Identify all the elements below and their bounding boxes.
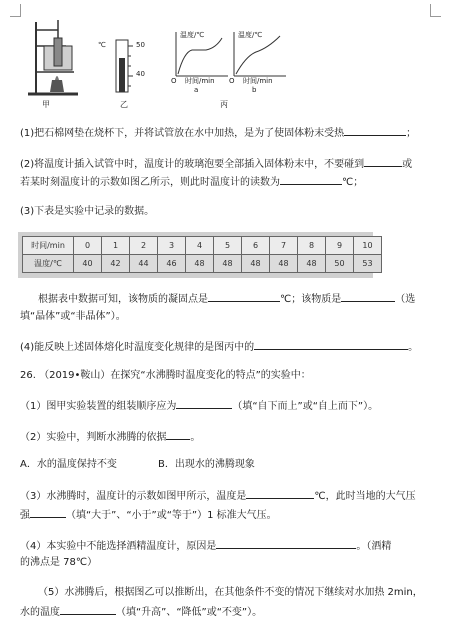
table-cell: 40 — [74, 255, 102, 273]
table-cell: 0 — [74, 237, 102, 255]
graph-a-xlabel: 时间/min — [185, 77, 215, 85]
question-2-line-1-end: 或 — [402, 159, 413, 170]
question-2-text-2: 若某时刻温度计的示数如图乙所示，则此时温度计的读数为 — [20, 177, 280, 188]
answer-blank-26-3b[interactable] — [30, 507, 66, 518]
question-26-5-text-b: 水的温度 — [20, 607, 60, 618]
table-cell: 42 — [102, 255, 130, 273]
question-26-3-text-a: （3）水沸腾时，温度计的示数如图甲所示，温度是 — [20, 491, 247, 502]
question-4-text: (4)能反映上述固体熔化时温度变化规律的是图丙中的 — [20, 342, 255, 353]
question-2-text-1: (2)将温度计插入试管中时，温度计的玻璃泡要全部插入固体粉末中，不要碰到 — [20, 159, 365, 170]
table-cell: 2 — [130, 237, 158, 255]
table-cell: 1 — [102, 237, 130, 255]
table-cell: 5 — [214, 237, 242, 255]
answer-blank-26-4[interactable] — [216, 538, 356, 549]
question-26-5-text-c: （填“升高”、“降低”或“不变”）。 — [116, 607, 263, 618]
question-26-1-hint: （填“自下而上”或“自上而下”）。 — [232, 401, 379, 412]
graph-a-letter: a — [194, 86, 199, 94]
answer-blank-26-5[interactable] — [60, 604, 116, 615]
data-table — [22, 236, 382, 273]
table-cell: 46 — [158, 255, 186, 273]
thermo-bottom-label: 40 — [136, 70, 145, 78]
table-header-temp: 温度/℃ — [23, 255, 74, 273]
answer-blank-1[interactable] — [344, 125, 406, 136]
question-4-end: 。 — [408, 342, 419, 353]
question-3b-text-c: （选 — [395, 294, 416, 305]
graph-b-ylabel: 温度/℃ — [238, 31, 263, 39]
answer-blank-4[interactable] — [254, 339, 408, 350]
thermo-top-label: 50 — [136, 41, 145, 49]
table-cell: 48 — [298, 255, 326, 273]
question-3b-text-a: 根据表中数据可知，该物质的凝固点是 — [38, 294, 208, 305]
table-row-temp — [23, 255, 382, 273]
option-b: B．出现水的沸腾现象 — [158, 459, 255, 470]
graph-a-origin: O — [171, 77, 177, 85]
answer-blank-3b[interactable] — [341, 291, 395, 302]
question-26-5-line-1: （5）水沸腾后，根据图乙可以推断出，在其他条件不变的情况下继续对水加热 2min， — [38, 587, 423, 598]
question-26-4-line-1 — [20, 538, 391, 553]
question-2-line-2-end: ℃； — [342, 177, 364, 188]
question-4 — [20, 339, 418, 354]
figure-yi-label: 乙 — [120, 100, 128, 109]
graph-b-origin: O — [229, 77, 235, 85]
question-1 — [20, 125, 416, 140]
table-cell: 7 — [270, 237, 298, 255]
question-26-4-line-2: 的沸点是 78℃） — [20, 557, 98, 568]
question-3b-line-1 — [38, 291, 415, 306]
crop-mark-top-right — [430, 4, 441, 17]
question-26-2-end: 。 — [190, 432, 201, 443]
question-26-3-line-1 — [20, 488, 416, 503]
table-cell: 8 — [298, 237, 326, 255]
option-a: A．水的温度保持不变 — [20, 459, 117, 470]
table-cell: 9 — [326, 237, 354, 255]
graph-b-letter: b — [252, 86, 257, 94]
question-26-5-line-2 — [20, 604, 262, 619]
table-cell: 10 — [354, 237, 382, 255]
table-cell: 48 — [186, 255, 214, 273]
graph-a-ylabel: 温度/℃ — [180, 31, 205, 39]
answer-blank-26-1[interactable] — [176, 398, 232, 409]
question-26-1 — [20, 398, 378, 413]
question-1-text: (1)把石棉网垫在烧杯下，并将试管放在水中加热，是为了使固体粉末受热 — [20, 128, 345, 139]
question-26-2 — [20, 429, 200, 444]
question-26-1-text: （1）图甲实验装置的组装顺序应为 — [20, 401, 177, 412]
question-1-end: ； — [406, 128, 417, 139]
figure-yi-thermometer — [112, 38, 134, 94]
question-26-4-text-b: 。（酒精 — [356, 541, 392, 552]
answer-blank-3a[interactable] — [208, 291, 280, 302]
question-26-title: 26. （2019•鞍山）在探究“水沸腾时温度变化的特点”的实验中： — [20, 370, 311, 381]
question-3b-text-b: ℃；该物质是 — [280, 294, 342, 305]
graph-b-xlabel: 时间/min — [243, 77, 273, 85]
crop-mark-top-left — [10, 4, 21, 17]
question-26-3-line-2 — [20, 507, 277, 522]
figure-jia-apparatus — [22, 18, 82, 98]
figure-bing-label: 丙 — [220, 100, 228, 109]
table-cell: 4 — [186, 237, 214, 255]
table-cell: 48 — [270, 255, 298, 273]
question-26-3-text-d: （填“大于”、“小于”或“等于”）1 标准大气压。 — [66, 510, 277, 521]
question-3: (3)下表是实验中记录的数据。 — [20, 206, 155, 217]
question-26-3-text-b: ℃，此时当地的大气压 — [314, 491, 416, 502]
question-26-4-text-a: （4）本实验中不能选择酒精温度计，原因是 — [20, 541, 217, 552]
table-cell: 3 — [158, 237, 186, 255]
answer-blank-2b[interactable] — [280, 174, 342, 185]
answer-blank-2a[interactable] — [364, 156, 402, 167]
table-header-time: 时间/min — [23, 237, 74, 255]
question-26-3-text-c: 强 — [20, 510, 30, 521]
thermo-unit: ℃ — [98, 41, 106, 49]
table-cell: 48 — [214, 255, 242, 273]
question-2-line-2 — [20, 174, 363, 189]
table-cell: 6 — [242, 237, 270, 255]
table-cell: 50 — [326, 255, 354, 273]
question-3b-line-2: 填“晶体”或“非晶体”）。 — [20, 311, 126, 322]
figure-jia-label: 甲 — [42, 100, 50, 109]
table-cell: 48 — [242, 255, 270, 273]
question-2-line-1 — [20, 156, 412, 171]
table-row-time — [23, 237, 382, 255]
answer-blank-26-2[interactable] — [166, 429, 190, 440]
table-cell: 44 — [130, 255, 158, 273]
answer-blank-26-3a[interactable] — [246, 488, 314, 499]
question-26-2-text: （2）实验中，判断水沸腾的依据 — [20, 432, 167, 443]
table-cell: 53 — [354, 255, 382, 273]
